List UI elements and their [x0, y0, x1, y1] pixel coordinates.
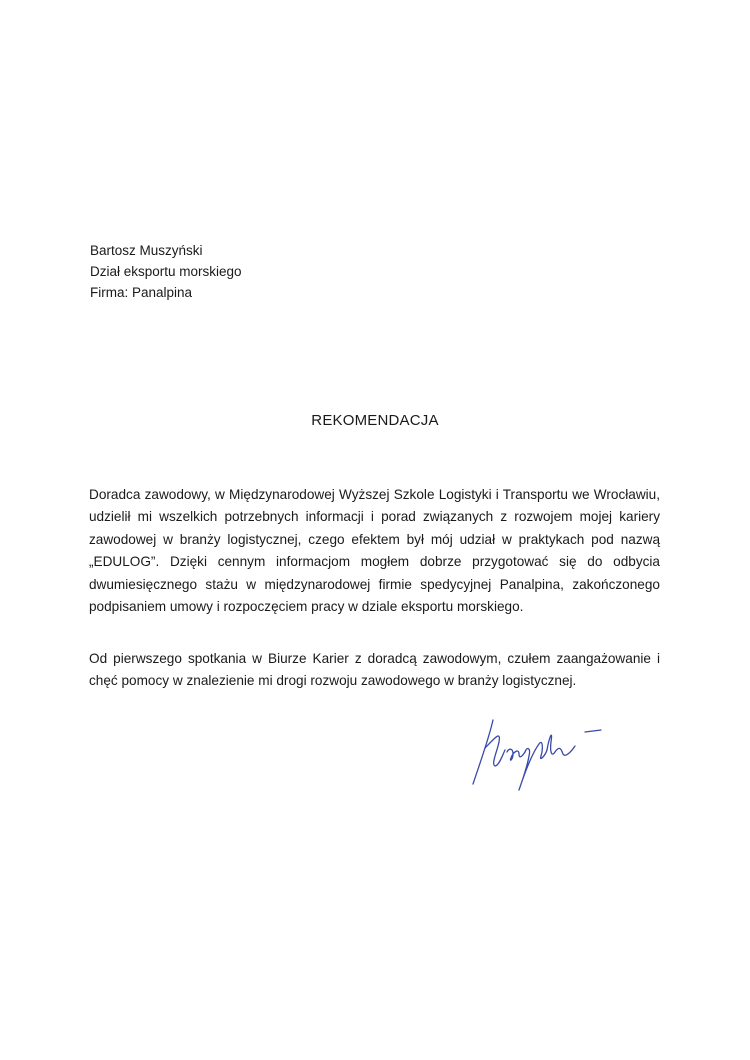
- sender-department: Dział eksportu morskiego: [90, 264, 242, 279]
- paragraph-1: Doradca zawodowy, w Międzynarodowej Wyższej Szkole Logistyki i Transportu we Wrocławiu, udzielił mi wszelkich potrzebnych informacji i porad związanych z rozwojem mojej kariery zawodowej w branży logistycznej, czego efektem był mój udział w praktykach pod nazwą „EDULOG”. Dzięki cennym informacjom mogłem dobrze przygotować się do odbycia dwumiesięcznego stażu w międzynarodowej firmie spedycyjnej Panalpina, zakończonego podpisaniem umowy i rozpoczęciem pracy w dziale eksportu morskiego.: [89, 487, 660, 615]
- document-title: REKOMENDACJA: [311, 412, 439, 429]
- sender-name: Bartosz Muszyński: [90, 243, 203, 258]
- handwritten-signature: [455, 708, 625, 798]
- paragraph-2: Od pierwszego spotkania w Biurze Karier z doradcą zawodowym, czułem zaangażowanie i chęć pomocy w znalezienie mi drogi rozwoju zawodowego w branży logistycznej.: [89, 651, 660, 689]
- sender-block: [90, 240, 242, 303]
- sender-company: Firma: Panalpina: [90, 285, 193, 300]
